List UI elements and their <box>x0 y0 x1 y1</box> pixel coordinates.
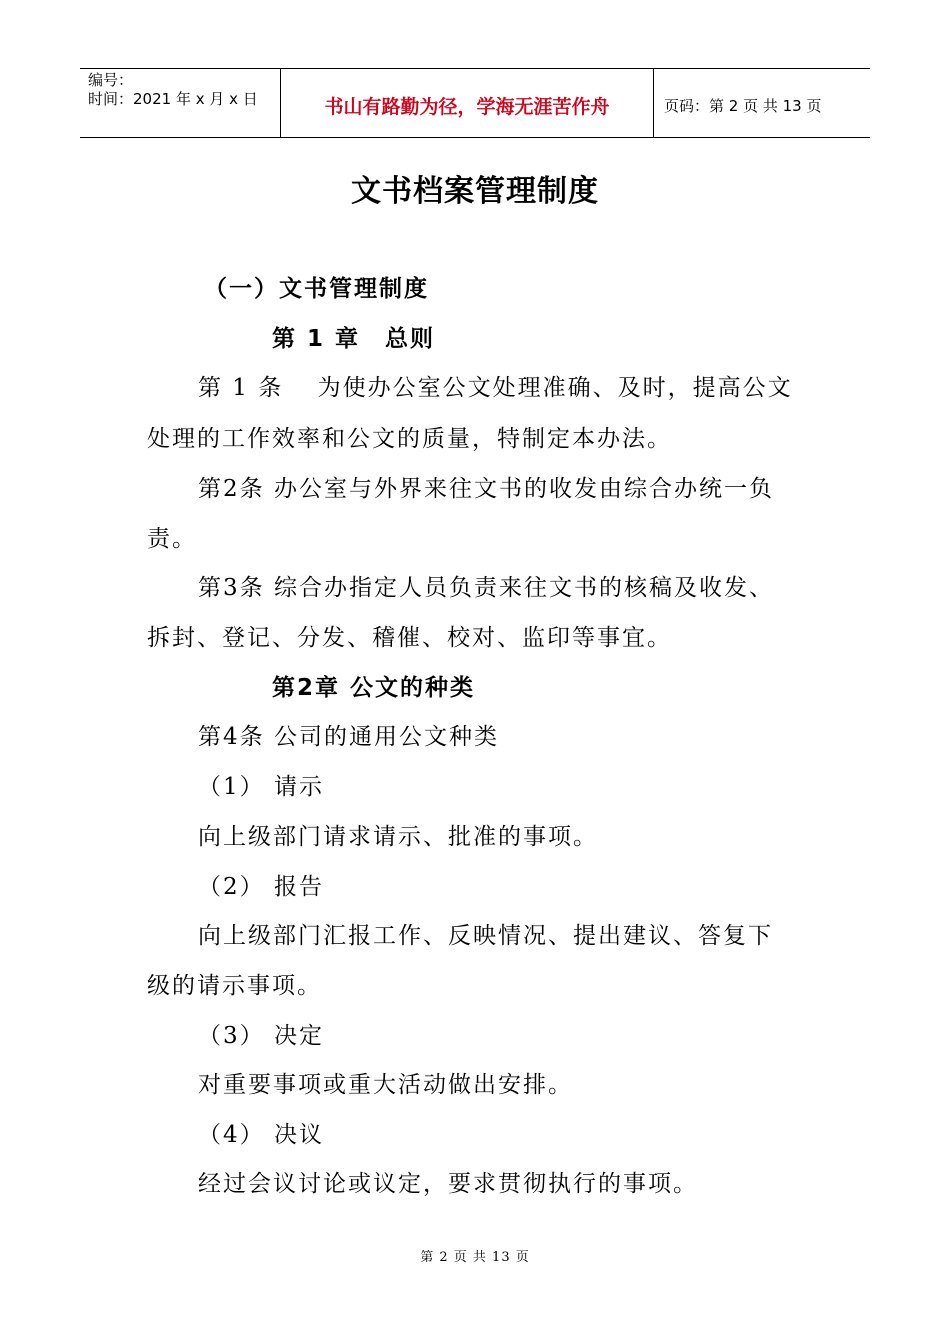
type-4-label: （4） 决议 <box>198 1122 324 1148</box>
type-1-description: 向上级部门请求请示、批准的事项。 <box>198 824 598 850</box>
header-meta-cell <box>80 69 281 137</box>
article-2-line-2: 责。 <box>147 526 197 552</box>
chapter-1-heading: 第 1 章 总则 <box>272 326 436 352</box>
type-4-description: 经过会议讨论或议定，要求贯彻执行的事项。 <box>198 1171 698 1197</box>
header-motto-cell <box>281 69 654 137</box>
document-date: 时间：2021 年 x 月 x 日 <box>88 90 258 108</box>
type-2-description-line-2: 级的请示事项。 <box>147 973 322 999</box>
header-motto: 书山有路勤为径，学海无涯苦作舟 <box>324 95 610 118</box>
article-4: 第4条 公司的通用公文种类 <box>198 724 499 750</box>
type-1-label: （1） 请示 <box>198 774 324 800</box>
section-heading: （一）文书管理制度 <box>204 276 429 302</box>
type-2-description-line-1: 向上级部门汇报工作、反映情况、提出建议、答复下 <box>198 923 773 949</box>
header-page-info: 页码：第 2 页 共 13 页 <box>664 96 822 115</box>
article-3-line-2: 拆封、登记、分发、稽催、校对、监印等事宜。 <box>147 625 672 651</box>
article-3-line-1: 第3条 综合办指定人员负责来往文书的核稿及收发、 <box>198 575 774 601</box>
article-1-line-2: 处理的工作效率和公文的质量，特制定本办法。 <box>147 426 672 452</box>
page-title: 文书档案管理制度 <box>351 174 599 209</box>
document-number-label: 编号： <box>88 71 134 89</box>
type-2-label: （2） 报告 <box>198 874 324 900</box>
header-page-cell <box>654 69 870 137</box>
type-3-label: （3） 决定 <box>198 1023 324 1049</box>
chapter-2-heading: 第2章 公文的种类 <box>272 675 476 701</box>
page-footer: 第 2 页 共 13 页 <box>420 1250 530 1265</box>
article-2-line-1: 第2条 办公室与外界来往文书的收发由综合办统一负 <box>198 476 774 502</box>
type-3-description: 对重要事项或重大活动做出安排。 <box>198 1072 573 1098</box>
document-header <box>80 68 870 138</box>
article-1-line-1: 第 1 条 为使办公室公文处理准确、及时，提高公文 <box>198 375 793 401</box>
